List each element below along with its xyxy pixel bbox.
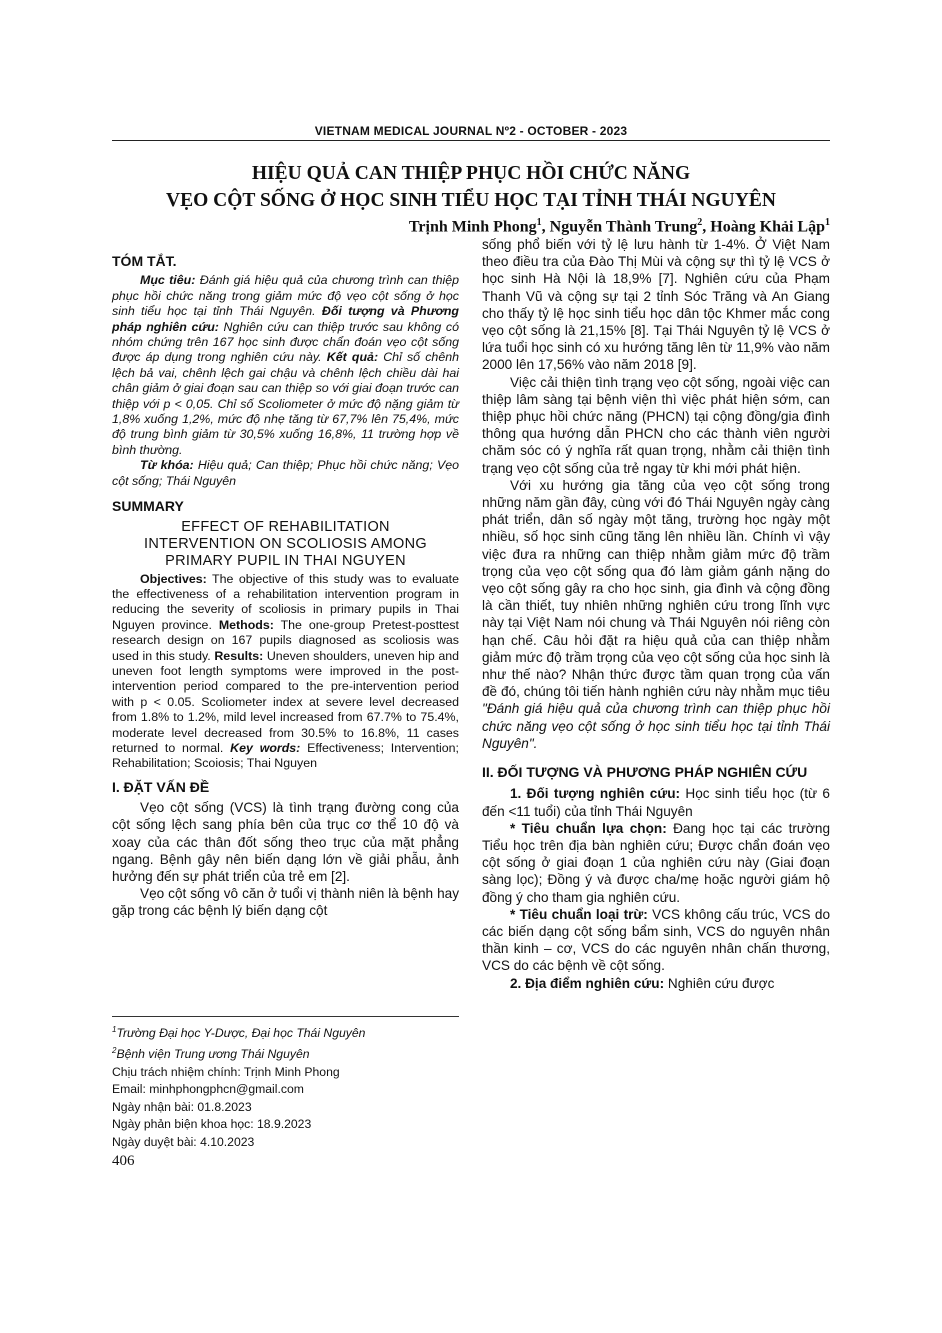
subjects-label: 1. Đối tượng nghiên cứu: — [510, 786, 681, 802]
methods-text: Nghiên cứu can thiệp trước sau không có nhóm chứng trên 167 học sinh được chẩn đoán vẹo cột sống được áp dụng trong nghiên cứu này. — [112, 319, 459, 365]
corresponding-author: Chịu trách nhiệm chính: Trịnh Minh Phong — [112, 1064, 340, 1079]
inclusion-label: * Tiêu chuẩn lựa chọn: — [510, 820, 667, 836]
right-column — [482, 236, 830, 992]
article-title — [112, 160, 830, 214]
objective-text: Đánh giá hiệu quả của chương trình can thiệp phục hồi chức năng trong giảm mức độ vẹo cột sống ở học sinh tiểu học tại tỉnh Thái Nguyên. — [112, 273, 459, 319]
location-text: Nghiên cứu được — [664, 975, 775, 991]
summary-title — [112, 519, 459, 570]
date-received: Ngày nhận bài: 01.8.2023 — [112, 1099, 252, 1114]
author-name: Trịnh Minh Phong — [408, 218, 537, 236]
subjects-paragraph — [482, 785, 830, 819]
summary-title-line-3: PRIMARY PUPIL IN THAI NGUYEN — [165, 552, 406, 569]
summary-results-label: Results: — [214, 648, 264, 663]
inclusion-paragraph — [482, 820, 830, 906]
affiliation-2-text: Bệnh viện Trung ương Thái Nguyên — [116, 1047, 310, 1062]
right-paragraph-3 — [482, 477, 830, 752]
summary-title-line-1: EFFECT OF REHABILITATION — [181, 518, 390, 535]
summary-methods-text: The one-group Pretest-posttest research design on 167 pupils diagnosed as scoliosis was used in this study. — [112, 617, 460, 663]
location-label: 2. Địa điểm nghiên cứu: — [510, 975, 665, 991]
keywords-text: Hiệu quả; Can thiệp; Phục hồi chức năng; Vẹo cột sống; Thái Nguyên — [112, 458, 459, 488]
affiliation-1-text: Trường Đại học Y-Dược, Đại học Thái Nguyên — [116, 1026, 366, 1041]
right-paragraph-3-text: Với xu hướng gia tăng của vẹo cột sống trong những năm gần đây, cùng với đó Thái Nguyên ngày càng phát triển, dân số ngày một tăng, trường học ngày một nhiều, số học sinh cũng tăng lên nhiều lần. Chính vì vậy việc đưa ra những can thiệp nhằm giảm mức độ trầm trọng của vẹo cột sống qua đó làm giảm gánh nặng do vẹo cột sống gây ra cho học sinh, gia đình và cộng đồng là cần thiết, tuy nhiên những nghiên cứu trong lĩnh vực này tại Việt Nam nói chung và Thái Nguyên nói riêng còn hạn chế. Câu hỏi đặt ra hiệu quả của can thiệp nhằm giảm mức độ trầm trọng của vẹo cột sống của học sinh là như thế nào? Nhận thức được tầm quan trọng của vấn đề đó, chúng tôi tiến hành nghiên cứu này nhằm mục tiêu — [482, 477, 830, 700]
journal-header: VIETNAM MEDICAL JOURNAL Nº2 - OCTOBER - 2023 — [112, 124, 830, 141]
keywords-vi — [112, 458, 459, 489]
summary-title-line-2: INTERVENTION ON SCOLIOSIS AMONG — [144, 535, 427, 552]
methods-label: Đối tượng và Phương pháp nghiên cứu: — [112, 304, 459, 334]
intro-paragraph-1: Vẹo cột sống (VCS) là tình trạng đường cong của cột sống lệch sang phía bên của trục cơ thể 10 độ và xoay của các thân đốt sống theo trục của mặt phẳng ngang. Bệnh gây nên biến dạng lớn về giải phẫu, ảnh hưởng đến sự phát triển của trẻ em [2]. — [112, 800, 459, 884]
title-line-2: VẸO CỘT SỐNG Ở HỌC SINH TIỂU HỌC TẠI TỈNH THÁI NGUYÊN — [166, 190, 776, 211]
page-number: 406 — [112, 1153, 135, 1169]
results-label: Kết quả: — [326, 350, 379, 365]
intro-paragraph-2: Vẹo cột sống vô căn ở tuổi vị thành niên là bệnh hay gặp trong các bệnh lý biến dạng cột — [112, 886, 459, 919]
inclusion-text: Đang học tại các trường Tiểu học trên địa bàn nghiên cứu; Được chẩn đoán vẹo cột sống ở giai đoạn 1 của nghiên cứu này (Giai đoạn sàng lọc); Đồng ý và được cha/mẹ hoặc người giám hộ đồng ý cho tham gia nghiên cứu. — [482, 820, 831, 905]
author-separator: , — [702, 218, 711, 236]
objective-label: Mục tiêu: — [140, 273, 196, 288]
summary-results-text: Uneven shoulders, uneven hip and uneven foot length symptoms were improved in the post-intervention period compared to the pre-intervention period with p < 0.05. Scoliometer index at severe level decreased from 1.8% to 1.2%, mild level increased from 67.7% to 75.4%, moderate level decreased from 30.5% to 16.8%, 11 cases returned to normal. — [112, 648, 459, 755]
summary-body — [112, 572, 459, 772]
footnotes — [112, 1016, 459, 1151]
abstract-vi-body — [112, 273, 459, 458]
date-accepted: Ngày duyệt bài: 4.10.2023 — [112, 1134, 255, 1149]
date-reviewed: Ngày phản biện khoa học: 18.9.2023 — [112, 1117, 312, 1132]
affiliation-1: $^1$Trường Đại học Y-Dược, Đại học Thái Nguyên — [112, 1025, 366, 1041]
author-affiliation: 1 — [536, 217, 542, 228]
email: Email: minhphongphcn@gmail.com — [112, 1082, 304, 1097]
exclusion-paragraph — [482, 906, 830, 975]
summary-heading: SUMMARY — [112, 498, 184, 515]
subjects-text: Học sinh tiểu học (từ 6 đến <11 tuổi) của tỉnh Thái Nguyên — [482, 786, 830, 819]
study-objective-quote: "Đánh giá hiệu quả của chương trình can thiệp phục hồi chức năng vẹo cột sống ở học sinh tiểu học tại tỉnh Thái Nguyên". — [482, 701, 830, 751]
author-name: Nguyễn Thành Trung — [549, 218, 698, 236]
author-separator: , — [541, 218, 550, 236]
section-1-heading: I. ĐẶT VẤN ĐỀ — [112, 778, 210, 795]
author-affiliation: 1 — [825, 217, 830, 228]
section-2-heading: II. ĐỐI TƯỢNG VÀ PHƯƠNG PHÁP NGHIÊN CỨU — [482, 764, 808, 781]
right-paragraph-2: Việc cải thiện tình trạng vẹo cột sống, ngoài việc can thiệp lâm sàng tại bệnh viện thì việc phát hiện sớm, can thiệp phục hồi chức năng (PHCN) tại cộng đồng/gia đình thông qua hướng dẫn PHCN cho các thành viên người chăm sóc có ý nghĩa rất quan trọng, nhằm cải thiện tình trạng vẹo cột sống của trẻ ngay từ khi mới phát hiện. — [482, 374, 830, 476]
summary-keywords-text: Effectiveness; Intervention; Rehabilitation; Scoiosis; Thai Nguyen — [112, 740, 459, 771]
abstract-heading: TÓM TẮT. — [112, 253, 177, 269]
title-line-1: HIỆU QUẢ CAN THIỆP PHỤC HỒI CHỨC NĂNG — [251, 163, 691, 184]
exclusion-label: * Tiêu chuẩn loại trừ: — [510, 906, 648, 922]
author-name: Hoàng Khải Lập — [710, 218, 825, 236]
author-affiliation: 2 — [697, 217, 703, 228]
summary-objectives-label: Objectives: — [140, 571, 207, 586]
affiliation-2: $^2$Bệnh viện Trung ương Thái Nguyên — [112, 1046, 310, 1062]
left-column — [112, 248, 459, 920]
exclusion-text: VCS không cấu trúc, VCS do các biến dạng cột sống bẩm sinh, VCS do nguyên nhân thần kinh – cơ, VCS do các nguyên nhân chấn thương, VCS do các bệnh về cột sống. — [482, 906, 831, 974]
keywords-label: Từ khóa: — [140, 458, 194, 473]
summary-keywords-label: Key words: — [230, 740, 301, 755]
location-paragraph — [482, 975, 830, 992]
results-text: Chỉ số chênh lệch bả vai, chênh lệch gai chậu và chênh lệch chiều dài hai chân giảm ở giai đoạn sau can thiệp so với giai đoạn trước can thiệp với p < 0,05. Chỉ số Scoliometer ở mức độ nặng giảm từ 1,8% xuống 1,2%, mức độ nhẹ tăng từ 67,7% lên 75,4%, mức độ trung bình giảm từ 30,5% xuống 16,8%, 11 trường hợp về bình thường. — [112, 350, 459, 457]
summary-methods-label: Methods: — [218, 617, 274, 632]
author-list — [409, 217, 830, 236]
summary-objectives-text: The objective of this study was to evaluate the effectiveness of a rehabilitation intervention program in reducing the severity of scoliosis in primary pupils in Thai Nguyen province. — [112, 571, 459, 632]
right-paragraph-1: sống phổ biến với tỷ lệ lưu hành từ 1-4%. Ở Việt Nam theo điều tra của Đào Thị Mùi và cộng sự thì tỷ lệ VCS ở học sinh Hà Nội là 18,9% [7]. Nghiên cứu của Phạm Thanh Vũ và cộng sự tại 2 tỉnh Sóc Trăng và An Giang cho thấy tỷ lệ học sinh tiểu học dân tộc Khmer mắc cong vẹo cột sống là 21,15% [8]. Tại Thái Nguyên tỷ lệ VCS ở lứa tuổi học sinh có xu hướng tăng lên từ 11,9% vào năm 2000 lên 17,56% vào năm 2018 [9]. — [482, 237, 830, 373]
